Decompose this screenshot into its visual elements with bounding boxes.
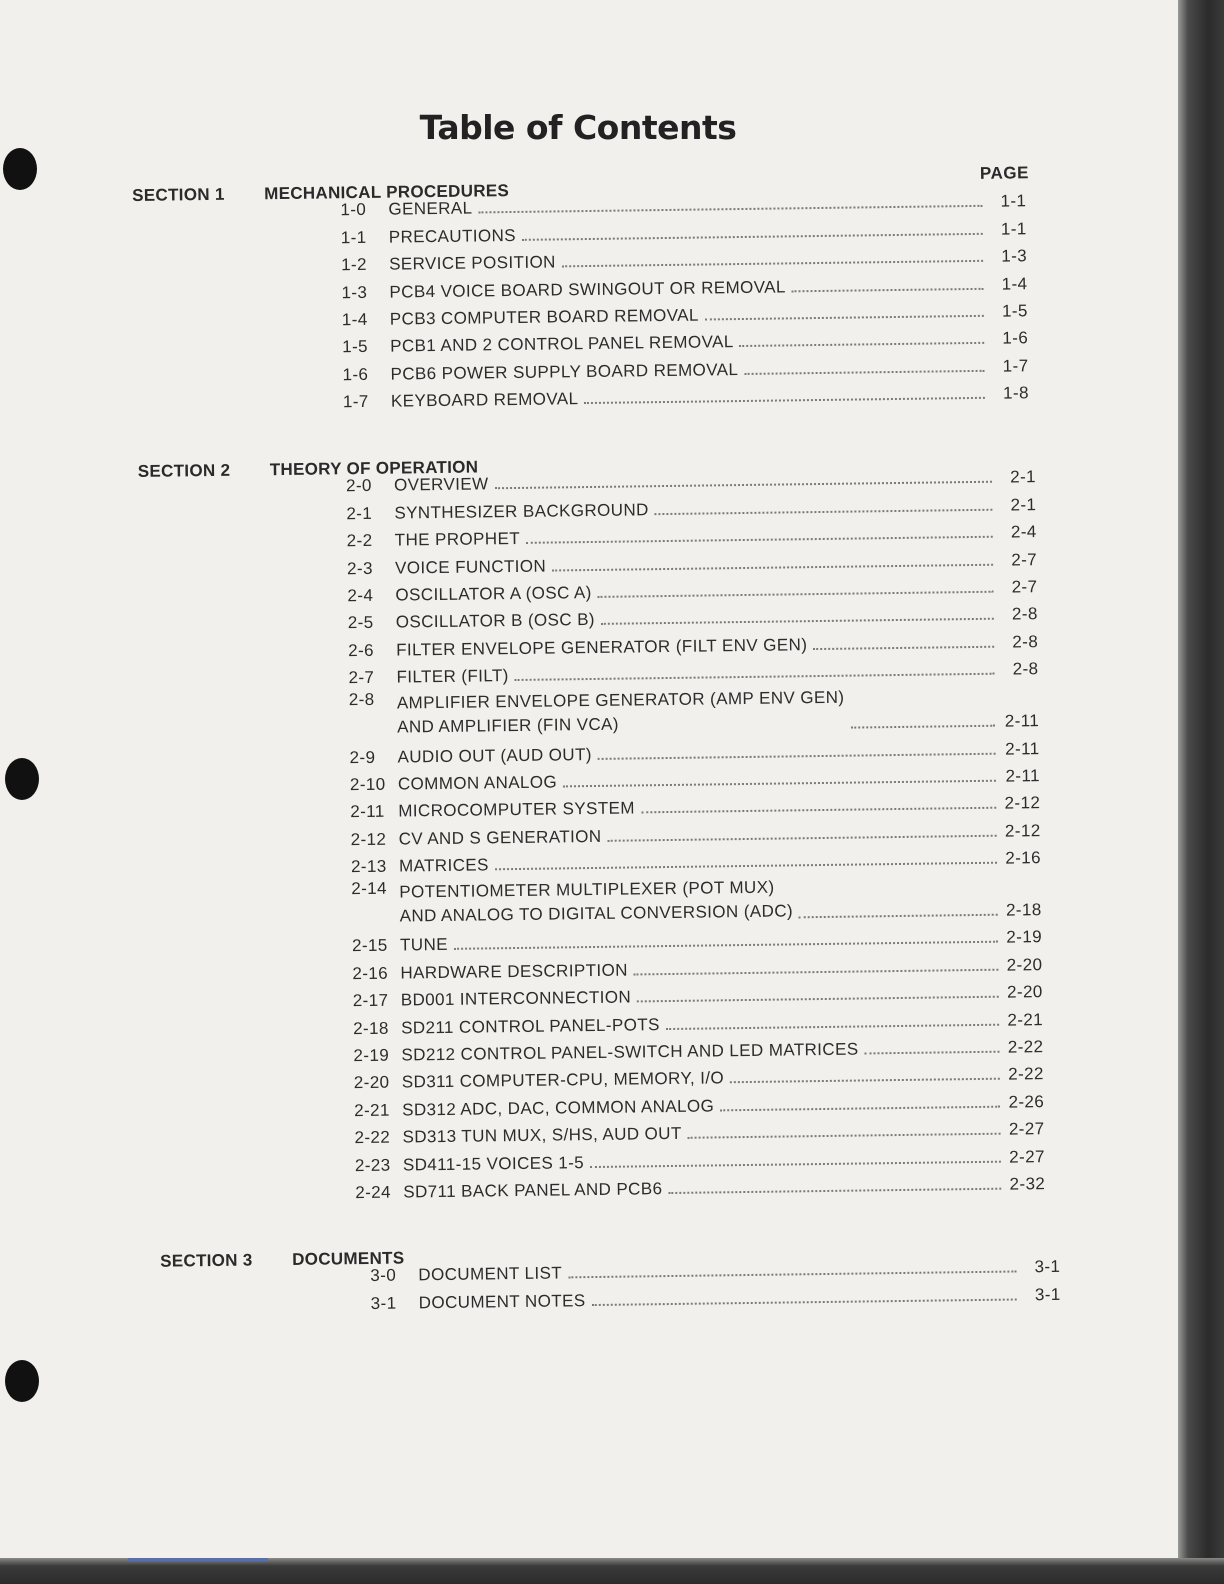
dot-leader: [608, 834, 997, 841]
entry-title-line: AND ANALOG TO DIGITAL CONVERSION (ADC): [399, 901, 794, 926]
entry-page: 2-20: [1006, 982, 1043, 1002]
entry-title-line: POTENTIOMETER MULTIPLEXER (POT MUX): [399, 877, 775, 902]
entry-number: 2-20: [353, 1073, 390, 1093]
entry-number: 1-5: [342, 337, 369, 357]
entry-number: 2-8: [348, 689, 375, 710]
entry-title: TUNE: [399, 935, 449, 955]
entry-page: 2-1: [1010, 494, 1037, 515]
entry-page: 2-11: [1005, 766, 1040, 786]
entry-title: [399, 875, 799, 928]
dot-leader: [655, 509, 993, 515]
entry-number: 1-2: [341, 255, 368, 275]
section-title: THEORY OF OPERATION: [269, 457, 479, 480]
dot-leader: [522, 233, 983, 241]
section-1-entries: [340, 184, 1029, 412]
entry-number: 2-5: [347, 613, 374, 633]
dot-leader: [744, 370, 984, 375]
entry-title: SERVICE POSITION: [389, 252, 556, 274]
entry-number: 2-24: [355, 1182, 392, 1203]
dot-leader: [590, 1160, 1001, 1167]
entry-title: SD312 ADC, DAC, COMMON ANALOG: [402, 1096, 715, 1120]
entry-title: AUDIO OUT (AUD OUT): [397, 744, 592, 767]
entry-title: [397, 686, 851, 740]
entry-title: DOCUMENT LIST: [418, 1263, 563, 1285]
dot-leader: [740, 342, 985, 347]
entry-title: SD212 CONTROL PANEL-SWITCH AND LED MATRICES: [401, 1039, 859, 1065]
entry-page: 2-19: [1006, 927, 1043, 948]
entry-page: 2-4: [1010, 522, 1037, 542]
entry-page: 1-1: [1000, 219, 1027, 239]
entry-page: 2-26: [1008, 1091, 1045, 1112]
entry-page: 2-16: [1005, 848, 1042, 868]
entry-title: PCB6 POWER SUPPLY BOARD REMOVAL: [390, 359, 739, 384]
entry-title: SD211 CONTROL PANEL-POTS: [400, 1014, 660, 1038]
entry-title: THE PROPHET: [394, 529, 521, 550]
dot-leader: [641, 807, 996, 814]
entry-number: 1-0: [340, 200, 367, 220]
entry-title: SYNTHESIZER BACKGROUND: [394, 500, 649, 523]
entry-number: 1-3: [341, 282, 368, 302]
entry-page: 2-27: [1009, 1146, 1045, 1167]
entry-number: 2-6: [348, 640, 375, 660]
dot-leader: [601, 618, 994, 625]
entry-page: 1-1: [1000, 191, 1027, 211]
entry-title: SD311 COMPUTER-CPU, MEMORY, I/O: [401, 1068, 725, 1092]
dot-leader: [668, 1188, 1001, 1194]
entry-page: 1-4: [1001, 273, 1028, 294]
dot-leader: [799, 914, 998, 919]
entry-title-line: AND AMPLIFIER (FIN VCA): [397, 714, 620, 737]
section-3-entries: [370, 1250, 1061, 1314]
dot-leader: [598, 591, 994, 598]
dot-leader: [634, 969, 999, 976]
dot-leader: [592, 1298, 1017, 1306]
section-number: SECTION 2: [137, 460, 231, 481]
entry-title: BD001 INTERCONNECTION: [400, 987, 632, 1010]
entry-title: PCB3 COMPUTER BOARD REMOVAL: [389, 305, 699, 329]
entry-page: 2-12: [1004, 793, 1041, 813]
dot-leader: [792, 287, 984, 292]
entry-title: MATRICES: [398, 855, 489, 876]
entry-page: 2-20: [1006, 954, 1043, 975]
entry-number: 3-1: [370, 1293, 397, 1313]
entry-page: 1-3: [1001, 246, 1028, 266]
dot-leader: [637, 996, 999, 1003]
entry-number: 2-23: [354, 1155, 391, 1175]
dot-leader: [568, 1271, 1016, 1279]
entry-number: 2-18: [352, 1018, 389, 1038]
entry-title: CV AND S GENERATION: [398, 826, 602, 849]
entry-page: 1-7: [1002, 355, 1029, 376]
entry-number: 2-12: [350, 829, 387, 849]
dot-leader: [526, 536, 993, 544]
entry-page: 2-22: [1008, 1064, 1044, 1085]
entry-title: VOICE FUNCTION: [394, 556, 547, 578]
entry-title: MICROCOMPUTER SYSTEM: [398, 798, 635, 821]
entry-number: 1-1: [340, 227, 367, 248]
entry-title: SD411-15 VOICES 1-5: [402, 1152, 585, 1175]
entry-number: 1-7: [342, 392, 369, 412]
entry-page: 2-8: [1011, 604, 1038, 624]
entry-page: 3-1: [1034, 1284, 1061, 1305]
entry-number: 2-15: [351, 936, 388, 956]
entry-number: 2-14: [351, 878, 388, 899]
dot-leader: [688, 1133, 1001, 1139]
toc-entry[interactable]: [351, 868, 1042, 929]
entry-title: KEYBOARD REMOVAL: [390, 389, 579, 411]
dot-leader: [813, 645, 994, 649]
entry-title: DOCUMENT NOTES: [418, 1290, 586, 1313]
entry-title: GENERAL: [388, 198, 473, 220]
entry-page: 2-11: [1004, 711, 1040, 731]
section-number: SECTION 3: [160, 1250, 253, 1271]
entry-page: 2-7: [1011, 577, 1038, 597]
entry-title: PRECAUTIONS: [388, 225, 517, 247]
entry-number: 2-13: [350, 856, 387, 877]
dot-leader: [562, 260, 983, 268]
dot-leader: [552, 563, 993, 571]
entry-page: 1-6: [1002, 328, 1029, 348]
entry-page: 1-5: [1001, 301, 1028, 321]
entry-page: 2-7: [1011, 549, 1038, 570]
entry-number: 2-17: [352, 990, 389, 1011]
entry-number: 3-0: [370, 1266, 397, 1286]
entry-number: 1-6: [342, 364, 369, 384]
entry-title: OSCILLATOR A (OSC A): [395, 582, 592, 605]
entry-page: 2-18: [1005, 900, 1042, 920]
entry-title: OSCILLATOR B (OSC B): [395, 610, 596, 632]
entry-title: SD711 BACK PANEL AND PCB6: [403, 1179, 663, 1202]
entry-page: 2-11: [1005, 738, 1040, 759]
entry-title-line: AMPLIFIER ENVELOPE GENERATOR (AMP ENV GEN): [396, 687, 845, 713]
scan-edge-right: [1178, 0, 1224, 1584]
entry-page: 2-27: [1008, 1119, 1045, 1139]
entry-number: 2-16: [352, 963, 389, 984]
entry-page: 2-22: [1007, 1037, 1044, 1057]
page-title: Table of Contents: [419, 108, 737, 147]
entry-title: OVERVIEW: [393, 474, 489, 495]
entry-title: COMMON ANALOG: [397, 772, 558, 794]
dot-leader: [865, 1051, 1000, 1055]
entry-number: 2-10: [349, 774, 386, 795]
dot-leader: [705, 315, 984, 321]
entry-page: 2-1: [1010, 467, 1037, 487]
entry-number: 2-1: [346, 503, 373, 523]
entry-title: HARDWARE DESCRIPTION: [400, 960, 628, 983]
entry-number: 2-7: [348, 667, 375, 688]
entry-number: 2-2: [346, 531, 373, 551]
entry-page: 3-1: [1034, 1257, 1061, 1277]
entry-page: 2-12: [1004, 820, 1041, 841]
entry-title: SD313 TUN MUX, S/HS, AUD OUT: [402, 1124, 682, 1147]
entry-number: 2-9: [349, 747, 376, 767]
entry-number: 2-22: [354, 1127, 391, 1148]
toc-entry[interactable]: [349, 679, 1040, 740]
dot-leader: [584, 397, 985, 404]
entry-number: 2-11: [350, 802, 385, 822]
entry-number: 2-4: [347, 585, 374, 606]
entry-page: 2-21: [1007, 1009, 1044, 1030]
page-column-header: PAGE: [979, 163, 1030, 183]
section-title: MECHANICAL PROCEDURES: [264, 181, 510, 204]
entry-number: 1-4: [341, 309, 368, 330]
entry-page: 1-8: [1002, 383, 1029, 403]
dot-leader: [563, 780, 996, 788]
section-title: DOCUMENTS: [292, 1248, 405, 1269]
section-2-entries: [346, 460, 1046, 1203]
entry-title: FILTER (FILT): [396, 666, 509, 687]
scan-artifact-strip: [128, 1558, 268, 1561]
entry-page: 2-8: [1012, 659, 1039, 679]
entry-title: FILTER ENVELOPE GENERATOR (FILT ENV GEN): [396, 634, 808, 660]
dot-leader: [666, 1023, 999, 1029]
entry-number: 2-21: [354, 1100, 390, 1120]
entry-number: 2-3: [346, 558, 374, 578]
scan-edge-bottom: [0, 1558, 1224, 1584]
dot-leader: [598, 752, 996, 759]
entry-number: 2-0: [345, 476, 372, 496]
entry-page: 2-32: [1009, 1174, 1046, 1194]
entry-number: 2-19: [353, 1045, 390, 1066]
entry-page: 2-8: [1012, 631, 1039, 652]
entry-title: PCB4 VOICE BOARD SWINGOUT OR REMOVAL: [389, 276, 786, 302]
dot-leader: [730, 1078, 1000, 1084]
section-number: SECTION 1: [132, 184, 225, 205]
dot-leader: [851, 725, 995, 729]
dot-leader: [720, 1106, 1000, 1112]
entry-title: PCB1 AND 2 CONTROL PANEL REMOVAL: [390, 332, 734, 356]
